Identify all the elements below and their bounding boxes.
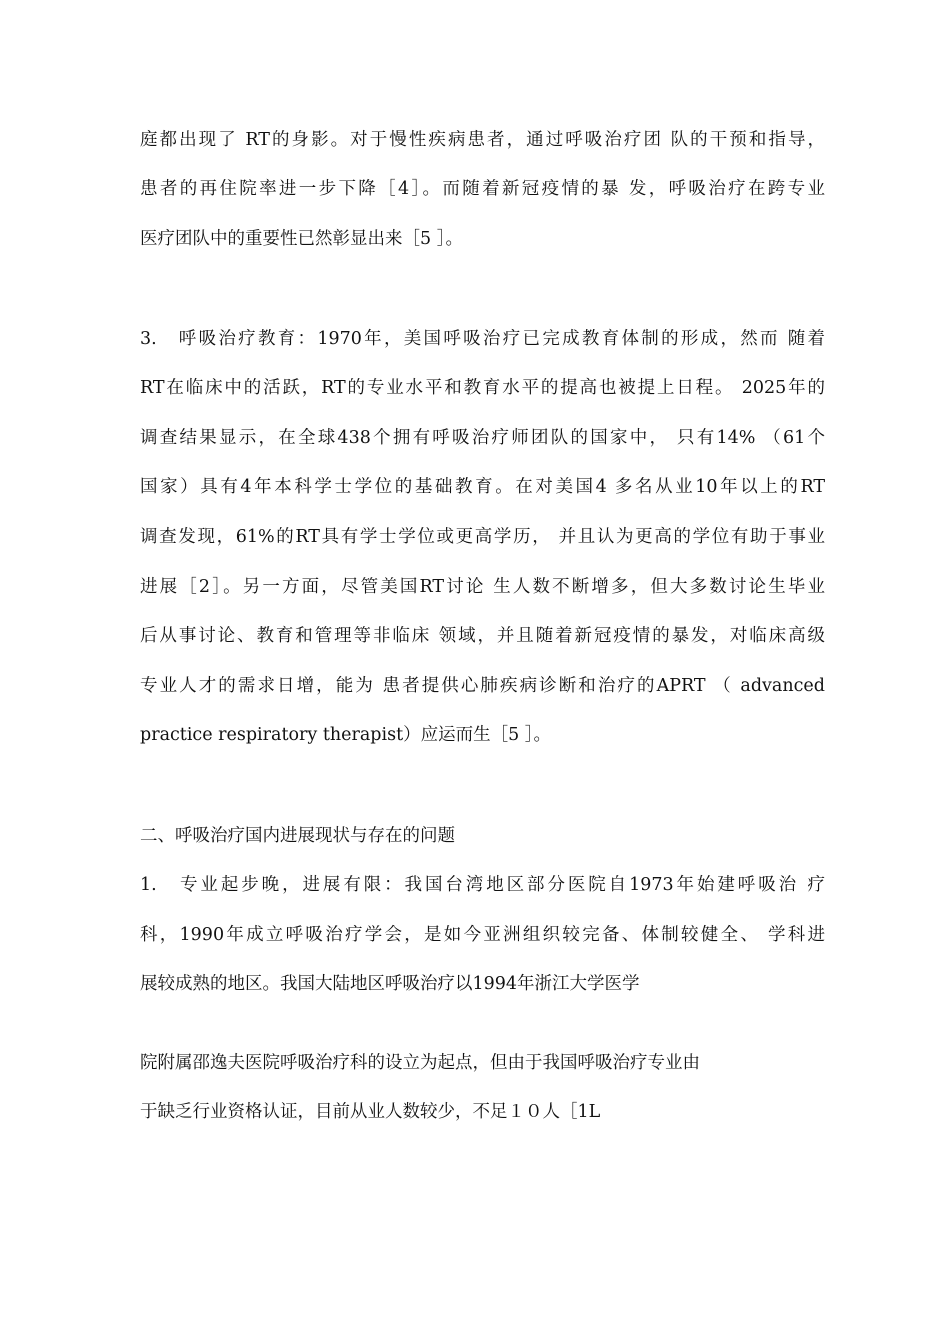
- text-line: 3. 呼吸治疗教育：1970年，美国呼吸治疗已完成教育体制的形成，然而 随着: [140, 329, 825, 349]
- text-line: 专业人才的需求日增，能为 患者提供心肺疾病诊断和治疗的APRT （ advanced: [140, 676, 825, 696]
- text-line: 后从事讨论、教育和管理等非临床 领域，并且随着新冠疫情的暴发，对临床高级: [140, 626, 825, 646]
- text-line: 庭都出现了 RT的身影。对于慢性疾病患者，通过呼吸治疗团 队的干预和指导，: [140, 130, 825, 150]
- text-line: practice respiratory therapist）应运而生［5 ］。: [140, 725, 552, 745]
- text-line: 进展［2］。另一方面，尽管美国RT讨论 生人数不断增多，但大多数讨论生毕业: [140, 577, 825, 597]
- text-line: 1. 专业起步晚，进展有限：我国台湾地区部分医院自1973年始建呼吸治 疗: [140, 875, 825, 895]
- text-line: 调查结果显示，在全球438个拥有呼吸治疗师团队的国家中， 只有14% （61个: [140, 428, 825, 448]
- text-line: 于缺乏行业资格认证，目前从业人数较少，不足１０人［1L: [140, 1102, 601, 1122]
- text-line: 院附属邵逸夫医院呼吸治疗科的设立为起点，但由于我国呼吸治疗专业由: [140, 1053, 700, 1073]
- text-line: 调查发现，61%的RT具有学士学位或更高学历， 并且认为更高的学位有助于事业: [140, 527, 825, 547]
- text-line: RT在临床中的活跃，RT的专业水平和教育水平的提高也被提上日程。 2025年的: [140, 378, 825, 398]
- text-line: 医疗团队中的重要性已然彰显出来［5 ］。: [140, 229, 463, 249]
- text-line: 国家）具有4年本科学士学位的基础教育。在对美国4 多名从业10年以上的RT: [140, 477, 825, 497]
- section-heading: 二、呼吸治疗国内进展现状与存在的问题: [140, 826, 455, 846]
- text-line: 患者的再住院率进一步下降［4］。而随着新冠疫情的暴 发，呼吸治疗在跨专业: [140, 179, 825, 199]
- text-line: 科，1990年成立呼吸治疗学会，是如今亚洲组织较完备、体制较健全、 学科进: [140, 925, 825, 945]
- text-line: 展较成熟的地区。我国大陆地区呼吸治疗以1994年浙江大学医学: [140, 974, 640, 994]
